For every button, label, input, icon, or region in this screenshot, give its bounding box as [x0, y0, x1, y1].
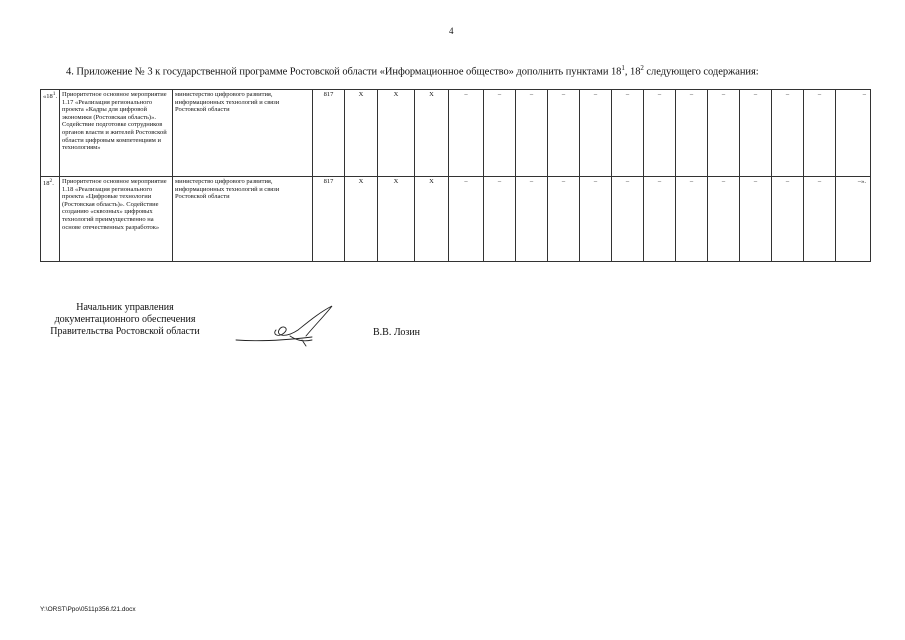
code-cell: 817 — [313, 90, 345, 177]
value-cell: – — [449, 177, 484, 262]
x-cell: X — [378, 177, 415, 262]
page-number: 4 — [449, 26, 454, 36]
value-cell: – — [612, 177, 644, 262]
value-cell: – — [836, 90, 871, 177]
measure-name: Приоритетное основное мероприятие 1.17 «Реализация регионального проекта «Кадры для цифровой экономики (Ростовская область)». Содействие подготовке сотрудников органов власти и жителей Ростовской области цифровым компетенциям и технологиям» — [60, 90, 173, 177]
value-cell: – — [772, 177, 804, 262]
table-row — [41, 90, 871, 177]
x-cell: X — [415, 177, 449, 262]
signatory-title-line: Начальник управления — [76, 302, 174, 313]
appendix-table — [40, 89, 871, 262]
value-cell: – — [708, 177, 740, 262]
row-number: «$18^1$. — [41, 90, 60, 177]
value-cell: – — [580, 90, 612, 177]
signatory-title-line: документационного обеспечения — [54, 314, 196, 325]
value-cell: – — [804, 90, 836, 177]
value-cell: – — [516, 177, 548, 262]
signatory-name: В.В. Лозин — [373, 327, 421, 338]
table-row — [41, 177, 871, 262]
executor: министерство цифрового развития, информационных технологий и связи Ростовской области — [173, 177, 313, 262]
value-cell: – — [484, 177, 516, 262]
row-number: $18^2$. — [41, 177, 60, 262]
value-cell: – — [548, 177, 580, 262]
value-cell: – — [804, 177, 836, 262]
value-cell: – — [740, 177, 772, 262]
value-cell: – — [708, 90, 740, 177]
value-cell: – — [580, 177, 612, 262]
value-cell: – — [484, 90, 516, 177]
x-cell: X — [415, 90, 449, 177]
measure-name: Приоритетное основное мероприятие 1.18 «Реализация регионального проекта «Цифровые технологии (Ростовская область)». Содействие созданию «сквозных» цифровых технологий преимущественно на основе отечественных разработок» — [60, 177, 173, 262]
x-cell: X — [345, 177, 378, 262]
x-cell: X — [345, 90, 378, 177]
handwritten-signature-icon — [232, 300, 344, 348]
value-cell: – — [644, 90, 676, 177]
executor: министерство цифрового развития, информационных технологий и связи Ростовской области — [173, 90, 313, 177]
section-heading: 4. Приложение № 3 к государственной программе Ростовской области «Информационное общество» дополнить пунктами $18^1$, $18^2$ следующего содержания: — [66, 64, 759, 78]
value-cell: – — [548, 90, 580, 177]
signatory-title — [40, 302, 210, 338]
value-cell: – — [676, 90, 708, 177]
value-cell: – — [644, 177, 676, 262]
code-cell: 817 — [313, 177, 345, 262]
value-cell: – — [772, 90, 804, 177]
signatory-title-line: Правительства Ростовской области — [50, 326, 200, 337]
value-cell: – — [449, 90, 484, 177]
x-cell: X — [378, 90, 415, 177]
value-cell: – — [676, 177, 708, 262]
value-cell: –». — [836, 177, 871, 262]
file-path: Y:\ORST\Ppo\0511p356.f21.docx — [40, 606, 136, 613]
value-cell: – — [612, 90, 644, 177]
value-cell: – — [740, 90, 772, 177]
value-cell: – — [516, 90, 548, 177]
